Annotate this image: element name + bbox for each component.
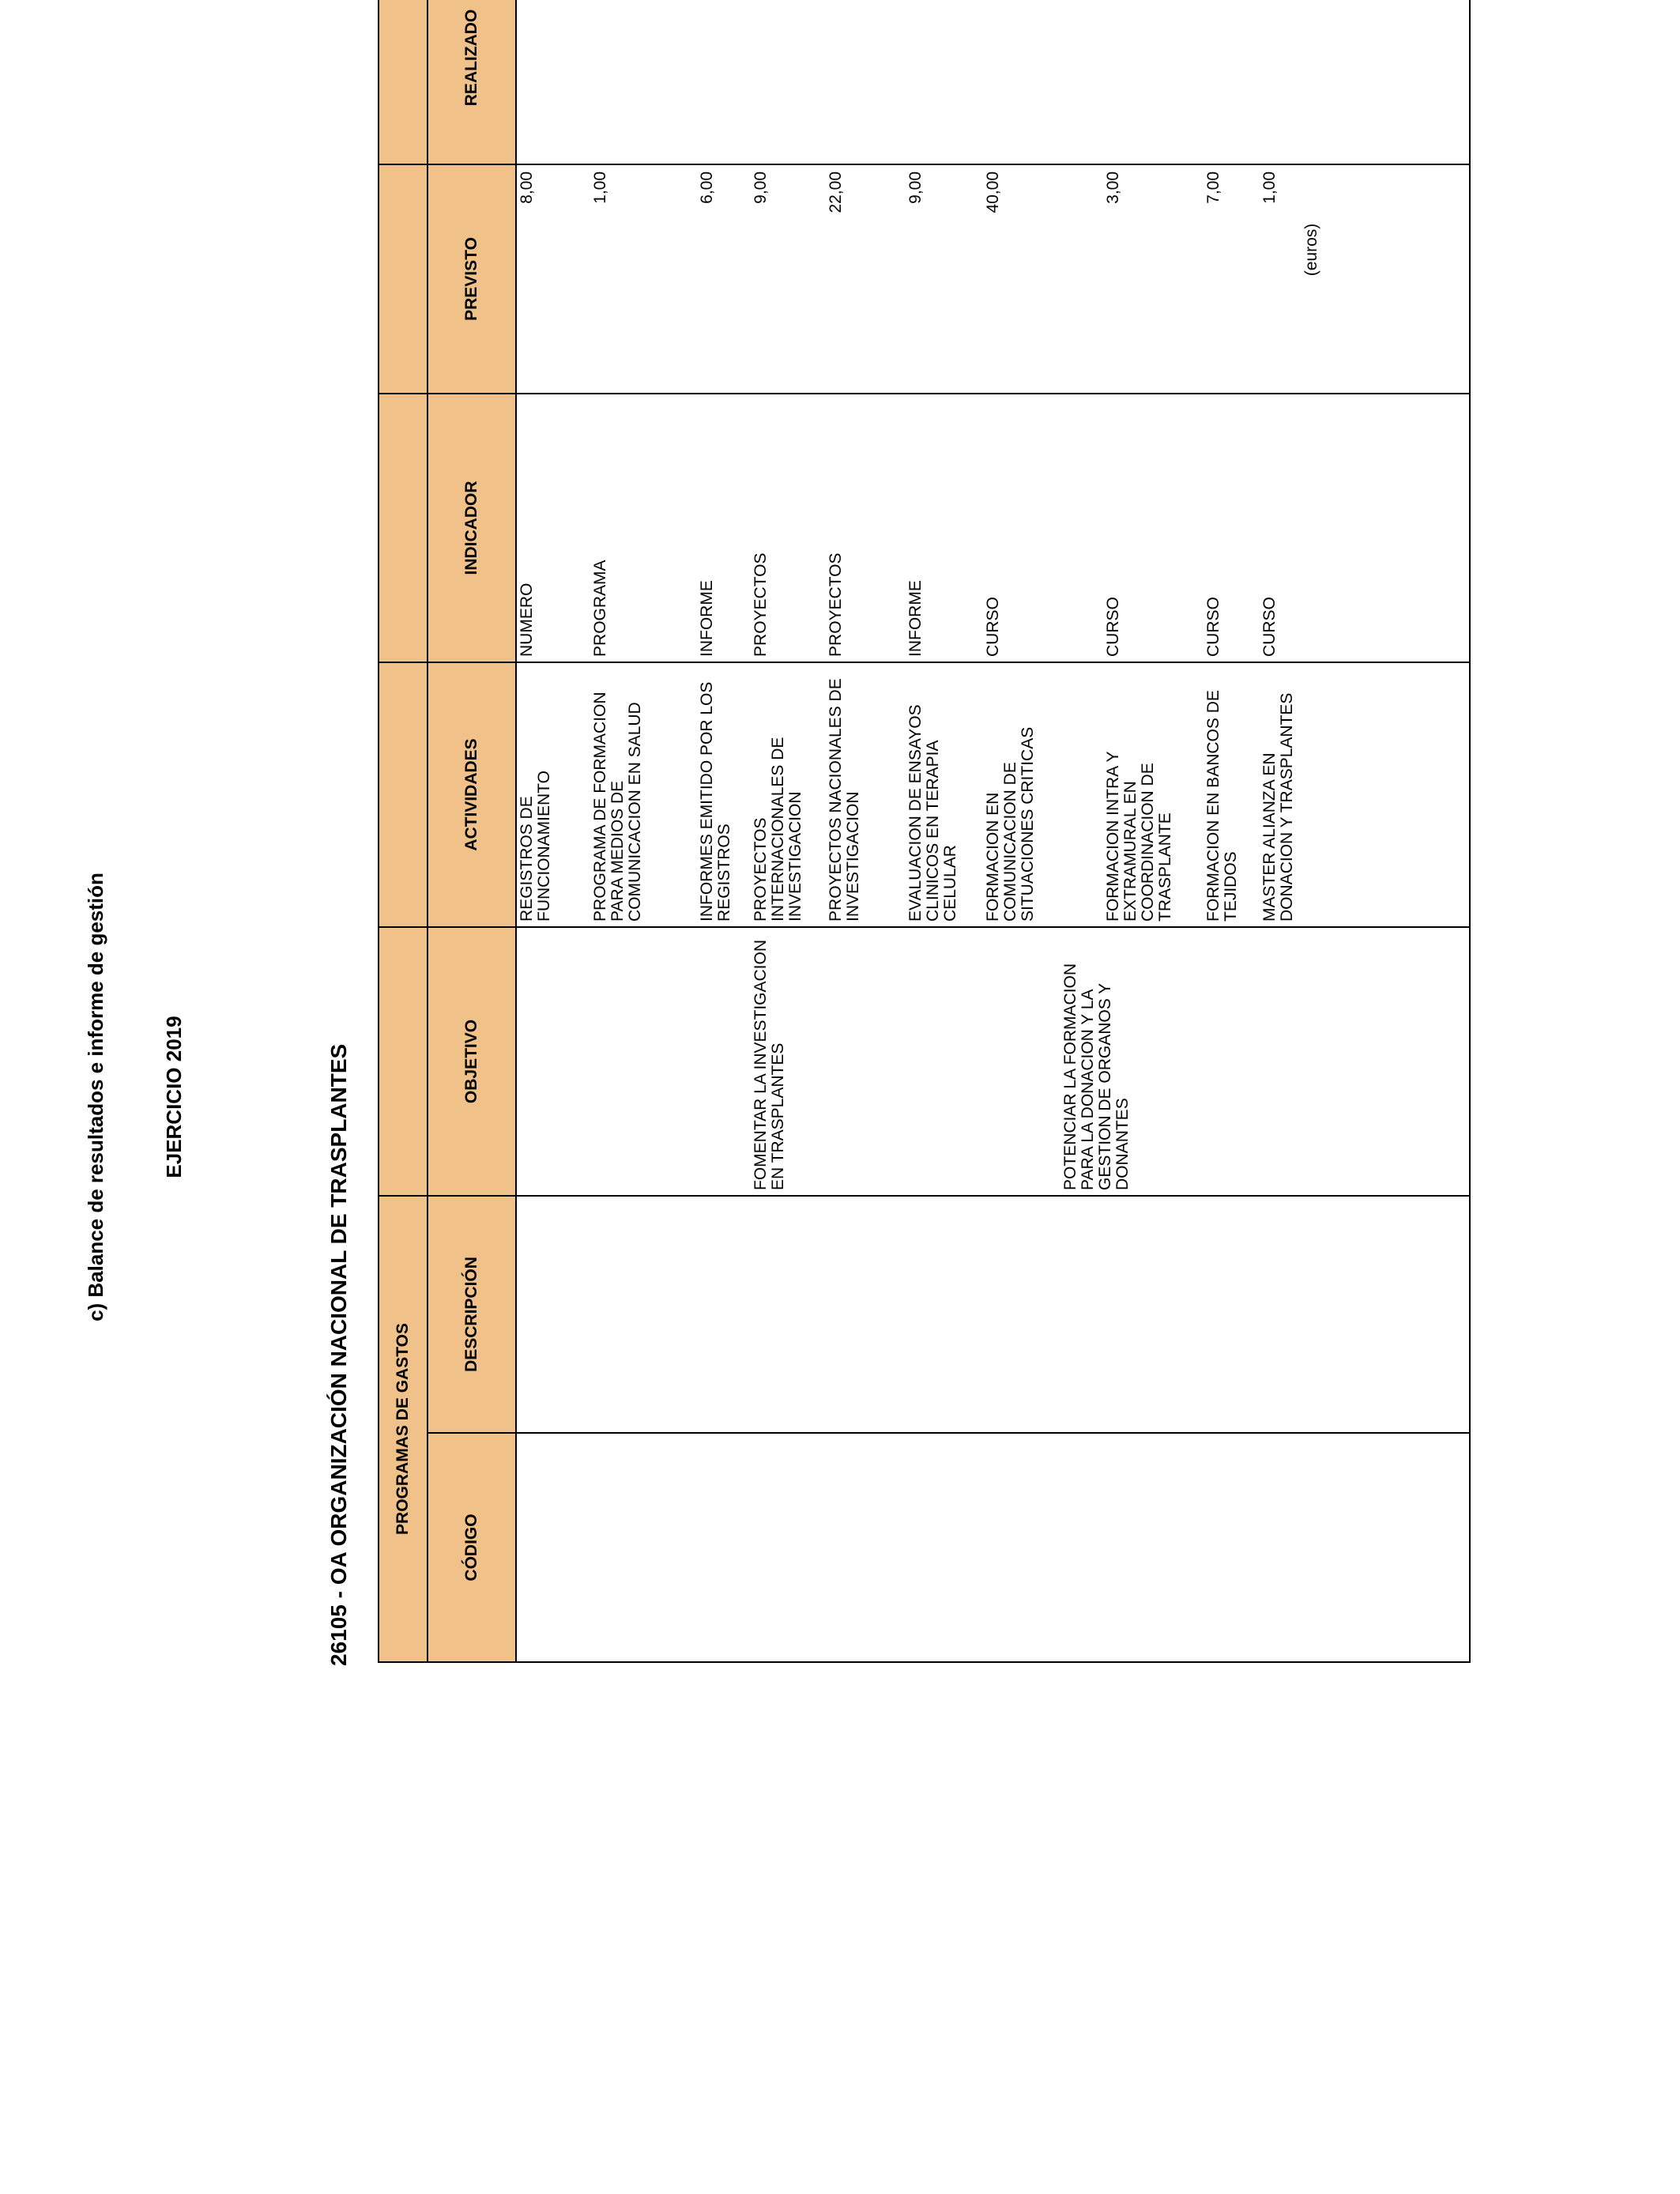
section-title: c) Balance de resultados e informe de gestión bbox=[84, 873, 107, 1321]
group-header-row bbox=[379, 0, 428, 1662]
indicador-header: INDICADOR bbox=[428, 394, 516, 662]
organization-title: 26105 - OA ORGANIZACIÓN NACIONAL DE TRASPLANTES bbox=[326, 1043, 351, 1666]
activity-text: FORMACION EN COMUNICACION DE SITUACIONES CRITICAS bbox=[984, 726, 1037, 922]
indicator-text: NUMERO bbox=[518, 582, 536, 657]
descripcion-header: DESCRIPCIÓN bbox=[428, 1196, 516, 1433]
activity-text: PROYECTOS NACIONALES DE INVESTIGACION bbox=[827, 678, 862, 922]
indicador-cell bbox=[516, 394, 1470, 662]
activity-text: PROYECTOS INTERNACIONALES DE INVESTIGACION bbox=[751, 737, 804, 922]
activity-text: REGISTROS DE FUNCIONAMIENTO bbox=[518, 771, 553, 922]
previsto-value: 3,00 bbox=[1104, 171, 1122, 204]
realizado-value bbox=[827, 0, 845, 160]
realizado-value bbox=[1205, 0, 1222, 160]
codigo-cell bbox=[516, 1433, 1470, 1662]
indicator-text: CURSO bbox=[1204, 597, 1222, 657]
codigo-header: CÓDIGO bbox=[428, 1433, 516, 1662]
activity-text: EVALUACION DE ENSAYOS CLINICOS EN TERAPIA CELULAR bbox=[906, 704, 959, 922]
descripcion-cell bbox=[516, 1196, 1470, 1433]
objetivo-cell bbox=[516, 927, 1470, 1196]
results-table bbox=[378, 0, 1471, 1663]
indicator-text: INFORME bbox=[906, 580, 925, 657]
realizado-cell bbox=[516, 0, 1470, 164]
realizado-value bbox=[907, 0, 925, 160]
realizado-value bbox=[1261, 0, 1279, 160]
column-header-row bbox=[428, 0, 516, 1662]
previsto-cell bbox=[516, 164, 1470, 394]
previsto-value: 22,00 bbox=[827, 171, 845, 213]
indicator-text: PROYECTOS bbox=[827, 552, 845, 657]
activity-text: FORMACION INTRA Y EXTRAMURAL EN COORDINACION DE TRASPLANTE bbox=[1104, 751, 1174, 922]
previsto-value: 7,00 bbox=[1204, 171, 1222, 204]
programas-group-header: PROGRAMAS DE GASTOS bbox=[379, 1196, 428, 1662]
realizado-value bbox=[699, 0, 716, 160]
objetivo-header: OBJETIVO bbox=[428, 927, 516, 1196]
indicator-text: CURSO bbox=[1260, 597, 1279, 657]
realizado-value bbox=[592, 0, 609, 160]
indicator-text: CURSO bbox=[1104, 597, 1122, 657]
group-header-spacer bbox=[379, 927, 428, 1196]
group-header-spacer bbox=[379, 0, 428, 164]
actividades-cell bbox=[516, 662, 1470, 927]
table-body-row bbox=[516, 0, 1470, 1662]
units-label: (euros) bbox=[1302, 223, 1320, 277]
previsto-value: 6,00 bbox=[698, 171, 716, 204]
group-header-spacer bbox=[379, 394, 428, 662]
objective-text: FOMENTAR LA INVESTIGACION EN TRASPLANTES bbox=[751, 939, 787, 1190]
indicator-text: CURSO bbox=[984, 597, 1002, 657]
indicator-text: PROGRAMA bbox=[591, 560, 609, 657]
realizado-value bbox=[985, 0, 1002, 160]
previsto-value: 8,00 bbox=[518, 171, 536, 204]
previsto-value: 9,00 bbox=[906, 171, 925, 204]
year-title: EJERCICIO 2019 bbox=[162, 1016, 186, 1178]
realizado-value bbox=[518, 0, 536, 160]
activity-text: MASTER ALIANZA EN DONACION Y TRASPLANTES bbox=[1260, 692, 1296, 922]
previsto-header: PREVISTO bbox=[428, 164, 516, 394]
activity-text: FORMACION EN BANCOS DE TEJIDOS bbox=[1204, 690, 1240, 922]
previsto-value: 1,00 bbox=[591, 171, 609, 204]
realizado-value bbox=[752, 0, 770, 160]
actividades-header: ACTIVIDADES bbox=[428, 662, 516, 927]
activity-text: PROGRAMA DE FORMACION PARA MEDIOS DE COMUNICACION EN SALUD bbox=[591, 692, 644, 922]
previsto-value: 1,00 bbox=[1260, 171, 1279, 204]
realizado-header: REALIZADO bbox=[428, 0, 516, 164]
realizado-value bbox=[1105, 0, 1122, 160]
activity-text: INFORMES EMITIDO POR LOS REGISTROS bbox=[698, 681, 733, 922]
group-header-spacer bbox=[379, 164, 428, 394]
indicator-text: INFORME bbox=[698, 580, 716, 657]
previsto-value: 40,00 bbox=[984, 171, 1002, 213]
previsto-value: 9,00 bbox=[751, 171, 770, 204]
indicator-text: PROYECTOS bbox=[751, 552, 770, 657]
objective-text: POTENCIAR LA FORMACION PARA LA DONACION Y LA GESTION DE ORGANOS Y DONANTES bbox=[1061, 963, 1132, 1190]
group-header-spacer bbox=[379, 662, 428, 927]
